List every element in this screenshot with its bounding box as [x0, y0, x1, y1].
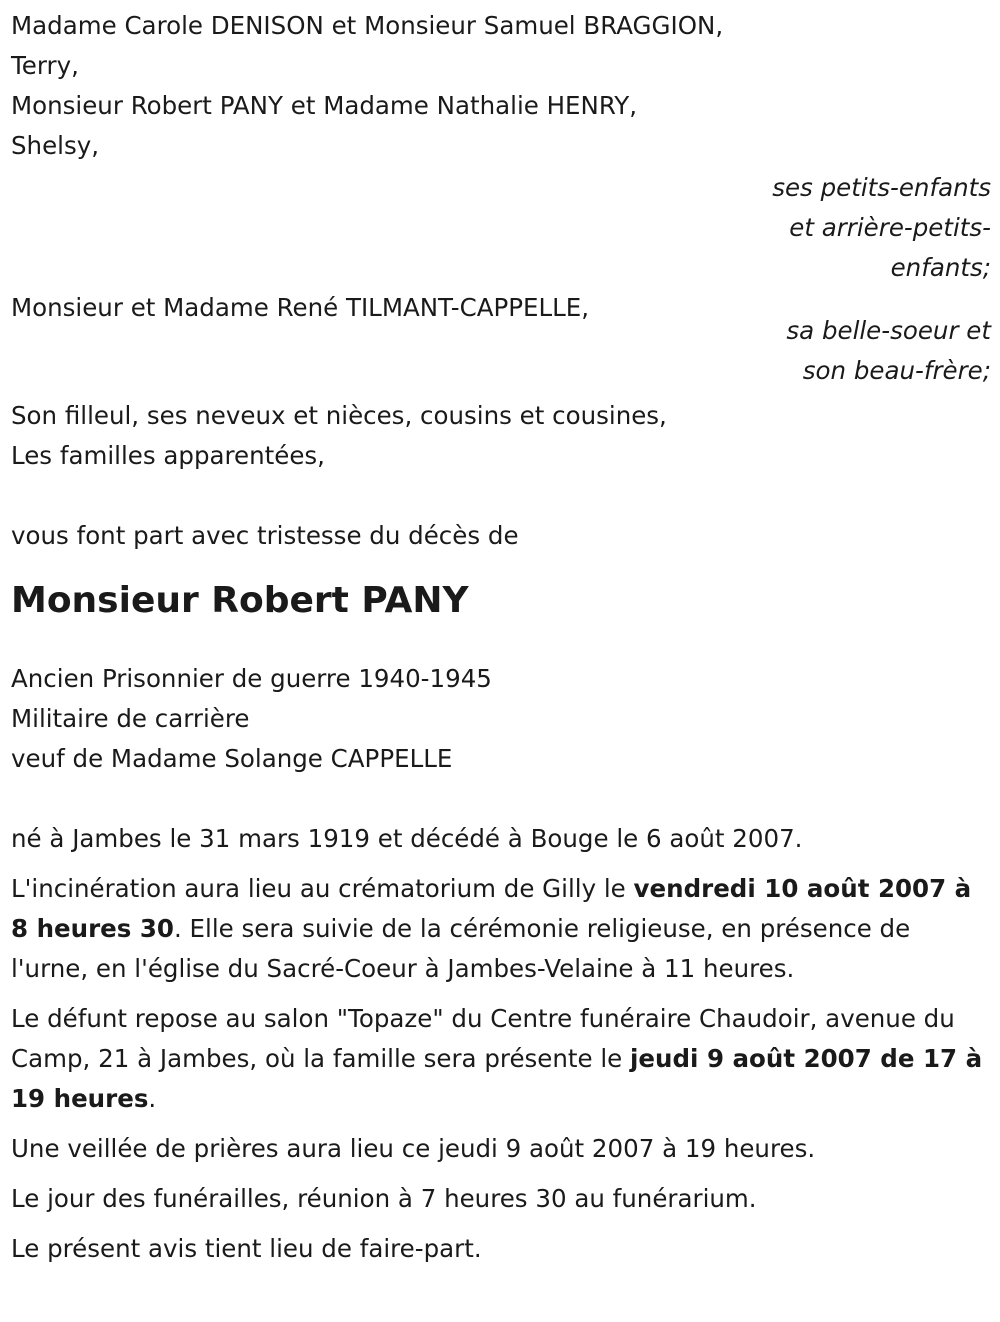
rest-paragraph [11, 999, 991, 1119]
family-line: Shelsy, [11, 131, 100, 160]
relation-line: son beau-frère; [802, 356, 991, 385]
cremation-paragraph [11, 869, 991, 989]
deceased-titles [11, 659, 991, 779]
vigil-paragraph: Une veillée de prières aura lieu ce jeudi 9 août 2007 à 19 heures. [11, 1134, 816, 1163]
relation-line: sa belle-soeur et [786, 316, 991, 345]
title-line: Militaire de carrière [11, 704, 250, 733]
cremation-text: L'incinération aura lieu au crématorium de Gilly le [11, 874, 634, 903]
funeral-day-paragraph: Le jour des funérailles, réunion à 7 heures 30 au funérarium. [11, 1184, 757, 1213]
rest-text: Le défunt repose au salon "Topaze" du Centre funéraire Chaudoir, avenue du Camp, 21 à Jambes, où la famille sera présente le [11, 1004, 955, 1073]
relation-line: enfants; [890, 253, 991, 282]
title-line: Ancien Prisonnier de guerre 1940-1945 [11, 664, 492, 693]
cremation-text-end: . Elle sera suivie de la cérémonie religieuse, en présence de l'urne, en l'église du Sacré-Coeur à Jambes-Velaine à 11 heures. [11, 914, 911, 983]
family-line: Les familles apparentées, [11, 441, 325, 470]
relation-line: ses petits-enfants [772, 173, 991, 202]
cremation-date: vendredi 10 août 2007 à 8 heures 30 [11, 874, 972, 943]
announcement-text: vous font part avec tristesse du décès de [11, 521, 519, 550]
family-line: Monsieur Robert PANY et Madame Nathalie HENRY, [11, 91, 638, 120]
family-line: Terry, [11, 51, 79, 80]
obituary-notice [11, 6, 991, 1279]
visitation-date: jeudi 9 août 2007 de 17 à 19 heures [11, 1044, 983, 1113]
family-line: Madame Carole DENISON et Monsieur Samuel BRAGGION, [11, 11, 724, 40]
relation-line: et arrière-petits- [789, 213, 991, 242]
relation-grandchildren [11, 168, 991, 288]
notice-paragraph: Le présent avis tient lieu de faire-part. [11, 1234, 482, 1263]
deceased-name: Monsieur Robert PANY [11, 580, 469, 621]
title-line: veuf de Madame Solange CAPPELLE [11, 744, 453, 773]
family-line: Son filleul, ses neveux et nièces, cousins et cousines, [11, 401, 667, 430]
family-list [11, 6, 991, 476]
family-line: Monsieur et Madame René TILMANT-CAPPELLE, [11, 293, 590, 322]
rest-text-end: . [148, 1084, 157, 1113]
birth-death-paragraph: né à Jambes le 31 mars 1919 et décédé à Bouge le 6 août 2007. [11, 824, 803, 853]
